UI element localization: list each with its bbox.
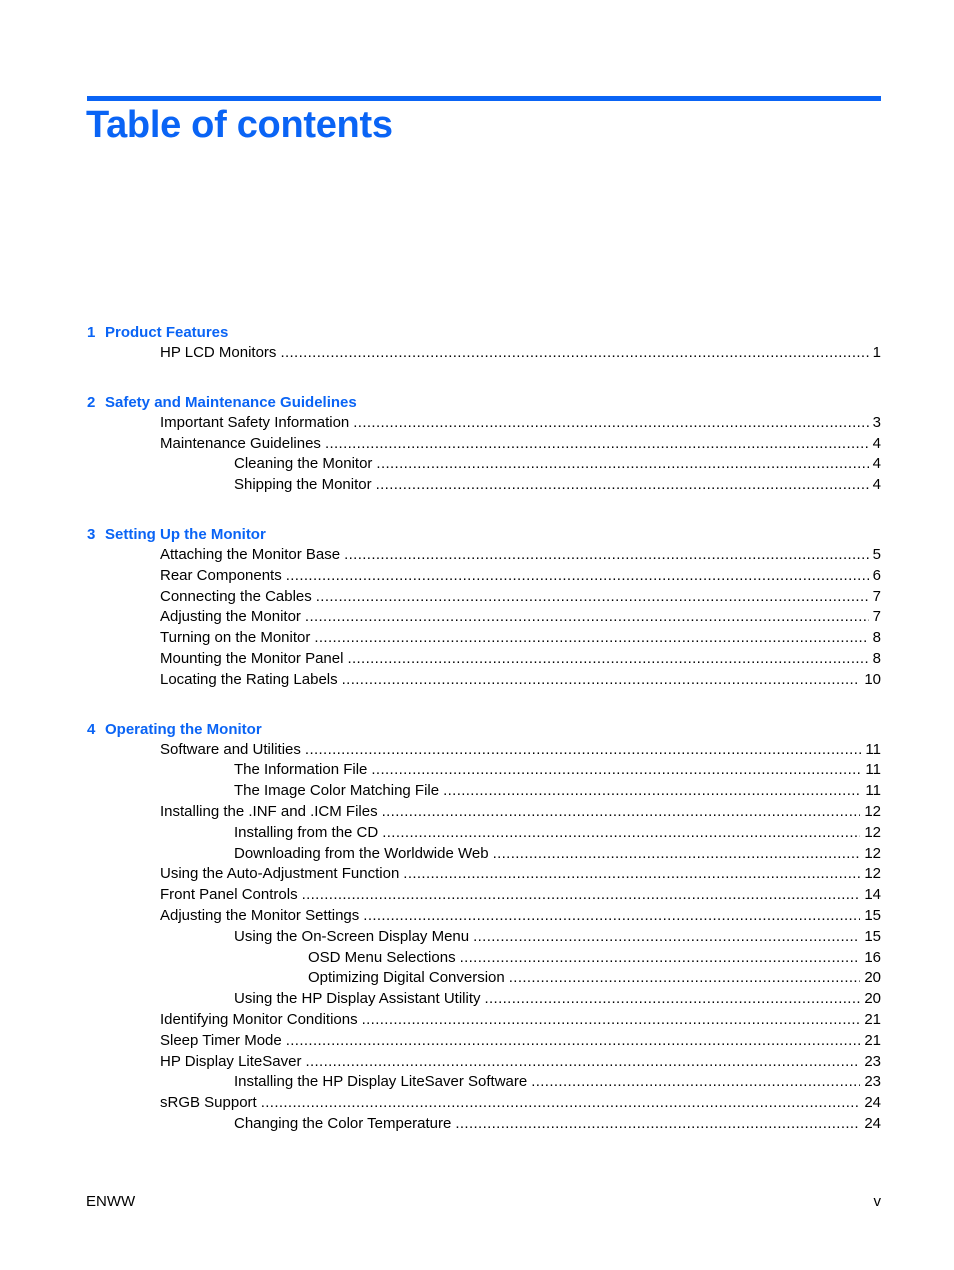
entry-title: Rear Components [160, 566, 282, 584]
toc-entry[interactable] [87, 906, 881, 927]
chapter-heading-link[interactable] [87, 719, 881, 740]
entry-title: Connecting the Cables [160, 587, 312, 605]
entry-title: Locating the Rating Labels [160, 670, 338, 688]
entry-page-number: 3 [872, 413, 881, 431]
dot-leader [286, 1031, 861, 1052]
entry-title: Turning on the Monitor [160, 629, 311, 647]
entry-title: Adjusting the Monitor [160, 608, 301, 626]
entry-page-number: 4 [872, 455, 881, 473]
toc-entry[interactable] [87, 454, 881, 475]
chapter-heading-link[interactable] [87, 322, 881, 343]
entry-page-number: 10 [864, 670, 881, 688]
entry-title: Installing the .INF and .ICM Files [160, 802, 378, 820]
dot-leader [460, 948, 861, 969]
dot-leader [493, 844, 861, 865]
chapter-number: 4 [87, 720, 96, 738]
chapter-number: 1 [87, 324, 96, 341]
entry-page-number: 14 [864, 886, 881, 904]
dot-leader [261, 1093, 861, 1114]
entry-title: Sleep Timer Mode [160, 1031, 282, 1049]
entry-title: The Image Color Matching File [234, 782, 440, 800]
toc-chapter [87, 322, 881, 364]
entry-title: OSD Menu Selections [308, 948, 456, 966]
entry-page-number: 23 [864, 1073, 881, 1091]
dot-leader [382, 802, 861, 823]
dot-leader [362, 1010, 861, 1031]
dot-leader [302, 885, 861, 906]
toc-entry[interactable] [87, 1114, 881, 1135]
entry-title: HP LCD Monitors [160, 344, 277, 361]
entry-page-number: 21 [864, 1010, 881, 1028]
toc-entry[interactable] [87, 566, 881, 587]
toc-chapter [87, 392, 881, 496]
entry-page-number: 15 [864, 906, 881, 924]
entry-page-number: 5 [872, 545, 881, 563]
toc-entry[interactable] [87, 927, 881, 948]
dot-leader [443, 781, 861, 802]
entry-title: Cleaning the Monitor [234, 455, 373, 473]
toc-entry[interactable] [87, 628, 881, 649]
chapter-number: 2 [87, 393, 96, 411]
entry-title: Installing the HP Display LiteSaver Software [234, 1073, 528, 1091]
entry-page-number: 8 [872, 629, 881, 647]
toc-entry[interactable] [87, 740, 881, 761]
entry-page-number: 21 [864, 1031, 881, 1049]
toc-entry[interactable] [87, 1072, 881, 1093]
entry-title: Using the On-Screen Display Menu [234, 927, 470, 945]
dot-leader [376, 475, 869, 496]
dot-leader [531, 1072, 860, 1093]
entry-title: Downloading from the Worldwide Web [234, 844, 489, 862]
toc-entry[interactable] [87, 649, 881, 670]
toc-entry[interactable] [87, 1010, 881, 1031]
dot-leader [455, 1114, 860, 1135]
toc-entry[interactable] [87, 864, 881, 885]
dot-leader [316, 587, 869, 608]
entry-page-number: 20 [864, 969, 881, 987]
dot-leader [305, 1052, 860, 1073]
toc-entry[interactable] [87, 781, 881, 802]
footer-label: ENWW [86, 1193, 136, 1210]
entry-page-number: 15 [864, 927, 881, 945]
chapter-title: Operating the Monitor [105, 720, 262, 738]
toc-entry[interactable] [87, 823, 881, 844]
toc-entry[interactable] [87, 844, 881, 865]
toc-entry[interactable] [87, 413, 881, 434]
toc-chapter [87, 524, 881, 691]
toc-entry[interactable] [87, 475, 881, 496]
toc-entry[interactable] [87, 434, 881, 455]
dot-leader [325, 434, 869, 455]
entry-page-number: 4 [872, 476, 881, 494]
toc-entry[interactable] [87, 885, 881, 906]
entry-page-number: 24 [864, 1114, 881, 1132]
entry-title: The Information File [234, 761, 368, 779]
entry-title: Optimizing Digital Conversion [308, 969, 505, 987]
dot-leader [363, 906, 860, 927]
toc-entry[interactable] [87, 1052, 881, 1073]
chapter-heading-link[interactable] [87, 524, 881, 545]
entry-page-number: 8 [872, 649, 881, 667]
entry-page-number: 1 [872, 344, 881, 361]
toc-entry[interactable] [87, 989, 881, 1010]
dot-leader [509, 968, 861, 989]
toc-entry[interactable] [87, 607, 881, 628]
entry-title: Software and Utilities [160, 740, 301, 758]
entry-page-number: 11 [865, 782, 881, 800]
dot-leader [484, 989, 860, 1010]
chapter-title: Safety and Maintenance Guidelines [105, 393, 357, 411]
dot-leader [286, 566, 869, 587]
toc-entry[interactable] [87, 587, 881, 608]
dot-leader [347, 649, 868, 670]
entry-page-number: 11 [865, 761, 881, 779]
chapter-title: Setting Up the Monitor [105, 525, 266, 543]
dot-leader [382, 823, 860, 844]
chapter-heading-link[interactable] [87, 392, 881, 413]
page-title: Table of contents [86, 104, 393, 146]
dot-leader [305, 740, 862, 761]
dot-leader [305, 607, 869, 628]
entry-title: Shipping the Monitor [234, 476, 372, 494]
entry-page-number: 11 [865, 740, 881, 758]
entry-title: Mounting the Monitor Panel [160, 649, 344, 667]
entry-title: Using the HP Display Assistant Utility [234, 990, 481, 1008]
page-number: v [873, 1193, 881, 1210]
toc-entry[interactable] [87, 545, 881, 566]
entry-page-number: 7 [872, 608, 881, 626]
entry-title: Installing from the CD [234, 823, 379, 841]
dot-leader [473, 927, 860, 948]
toc-entry[interactable] [87, 760, 881, 781]
chapter-title: Product Features [105, 324, 229, 341]
entry-page-number: 12 [864, 823, 881, 841]
entry-page-number: 4 [872, 434, 881, 452]
entry-title: Using the Auto-Adjustment Function [160, 865, 400, 883]
entry-title: Attaching the Monitor Base [160, 545, 341, 563]
entry-title: Important Safety Information [160, 413, 350, 431]
entry-title: sRGB Support [160, 1094, 257, 1112]
toc-entry[interactable] [87, 948, 881, 969]
dot-leader [403, 864, 860, 885]
dot-leader [376, 454, 868, 475]
dot-leader [280, 343, 868, 364]
toc-entry[interactable] [87, 343, 881, 364]
entry-page-number: 12 [864, 865, 881, 883]
toc-chapter [87, 719, 881, 1135]
toc-entry[interactable] [87, 1093, 881, 1114]
entry-title: Adjusting the Monitor Settings [160, 906, 360, 924]
toc-entry[interactable] [87, 670, 881, 691]
entry-title: Changing the Color Temperature [234, 1114, 452, 1132]
entry-page-number: 23 [864, 1052, 881, 1070]
entry-title: Front Panel Controls [160, 886, 298, 904]
entry-title: Maintenance Guidelines [160, 434, 321, 452]
entry-page-number: 20 [864, 990, 881, 1008]
entry-title: HP Display LiteSaver [160, 1052, 302, 1070]
toc-entry[interactable] [87, 802, 881, 823]
toc-entry[interactable] [87, 968, 881, 989]
chapter-number: 3 [87, 525, 96, 543]
entry-page-number: 16 [864, 948, 881, 966]
toc-entry[interactable] [87, 1031, 881, 1052]
dot-leader [353, 413, 868, 434]
entry-page-number: 12 [864, 844, 881, 862]
table-of-contents [87, 322, 881, 1163]
entry-page-number: 24 [864, 1094, 881, 1112]
dot-leader [344, 545, 869, 566]
dot-leader [371, 760, 861, 781]
entry-page-number: 12 [864, 802, 881, 820]
entry-page-number: 7 [872, 587, 881, 605]
entry-title: Identifying Monitor Conditions [160, 1010, 358, 1028]
dot-leader [314, 628, 868, 649]
dot-leader [342, 670, 861, 691]
entry-page-number: 6 [872, 566, 881, 584]
